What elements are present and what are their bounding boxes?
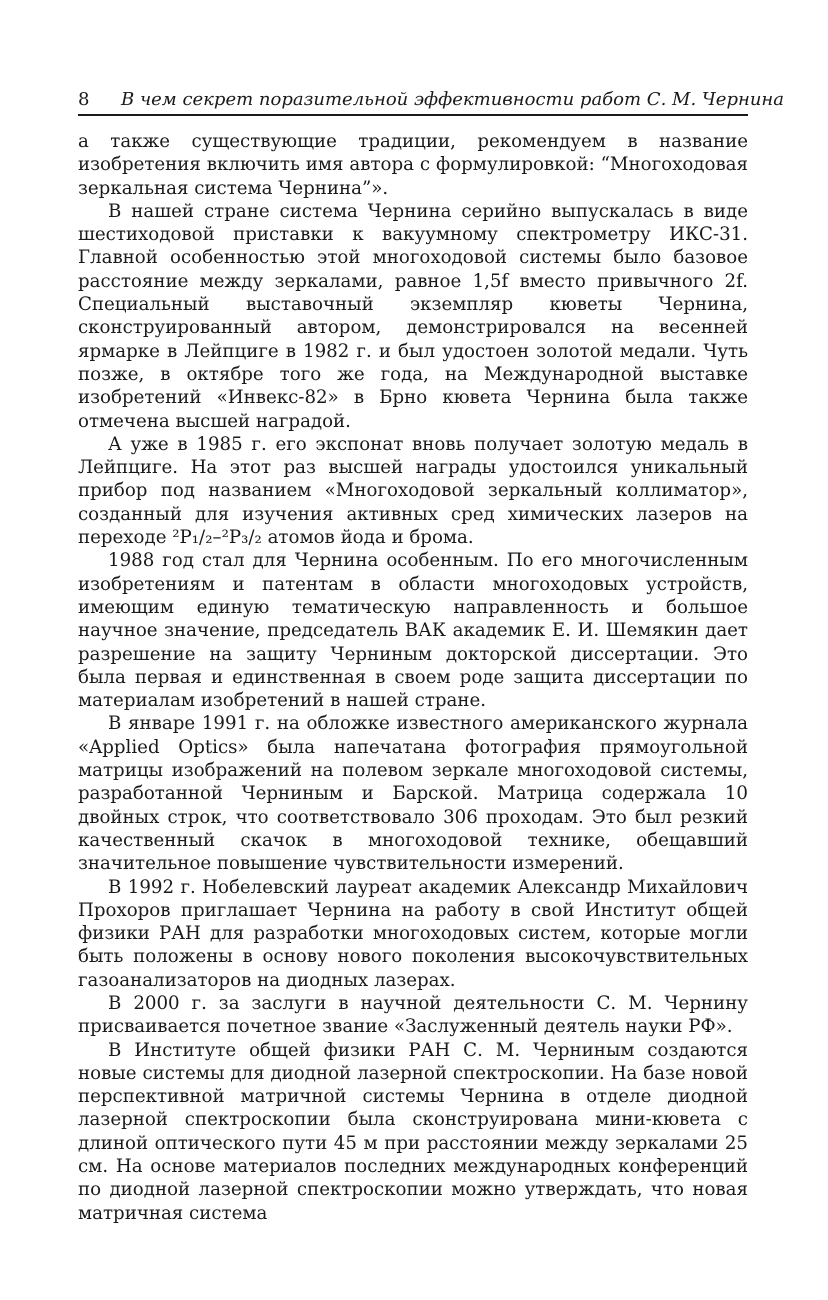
paragraph-4: 1988 год стал для Чернина особенным. По его многочисленным изобретениям и патентам в области многоходовых устройств, имеющим единую тематическую направленность и большое научное значение, председатель ВАК академик Е. И. Шемякин дает разрешение на защиту Черниным докторской диссертации. Это была первая и единственная в своем роде защита диссертации по материалам изобретений в нашей стране. [78, 550, 748, 712]
page-header [78, 88, 785, 116]
running-title: В чем секрет поразительной эффективности работ С. М. Чернина [121, 89, 785, 110]
paragraph-2: В нашей стране система Чернина серийно выпускалась в виде шестиходовой приставки к вакуумному спектрометру ИКС-31. Главной особенностью этой многоходовой системы было базовое расстояние между зеркалами, равное 1,5f вместо привычного 2f. Специальный выставочный экземпляр кюветы Чернина, сконструированный автором, демонстрировался на весенней ярмарке в Лейпциге в 1982 г. и был удостоен золотой медали. Чуть позже, в октябре того же года, на Международной выставке изобретений «Инвекс-82» в Брно кювета Чернина была также отмечена высшей наградой. [78, 200, 748, 432]
paragraph-7: В 2000 г. за заслуги в научной деятельности С. М. Чернину присваивается почетное звание «Заслуженный деятель науки РФ». [78, 992, 748, 1038]
body-text [78, 130, 748, 1225]
paragraph-6: В 1992 г. Нобелевский лауреат академик Александр Михайлович Прохоров приглашает Чернина на работу в свой Институт общей физики РАН для разработки многоходовых систем, которые могли быть положены в основу нового поколения высокочувствительных газоанализаторов на диодных лазерах. [78, 876, 748, 991]
paragraph-8: В Институте общей физики РАН С. М. Черниным создаются новые системы для диодной лазерной спектроскопии. На базе новой перспективной матричной системы Чернина в отделе диодной лазерной спектроскопии была сконструирована мини-кювета с длиной оптического пути 45 м при расстоянии между зеркалами 25 см. На основе материалов последних международных конференций по диодной лазерной спектроскопии можно утверждать, что новая матричная система [78, 1039, 748, 1224]
paragraph-5: В январе 1991 г. на обложке известного американского журнала «Applied Optics» была напечатана фотография прямоугольной матрицы изображений на полевом зеркале многоходовой системы, разработанной Черниным и Барской. Матрица содержала 10 двойных строк, что соответствовало 306 проходам. Это был резкий качественный скачок в многоходовой технике, обещавший значительное повышение чувствительности измерений. [78, 713, 748, 875]
paragraph-1: а также существующие традиции, рекомендуем в название изобретения включить имя автора с формулировкой: “Многоходовая зеркальная система Чернина”». [78, 131, 748, 199]
paragraph-3: А уже в 1985 г. его экспонат вновь получает золотую медаль в Лейпциге. На этот раз высшей награды удостоился уникальный прибор под названием «Многоходовой зеркальный коллиматор», созданный для изучения активных сред химических лазеров на переходе ²P₁/₂–²P₃/₂ атомов йода и брома. [78, 433, 748, 549]
page-number: 8 [78, 89, 90, 110]
